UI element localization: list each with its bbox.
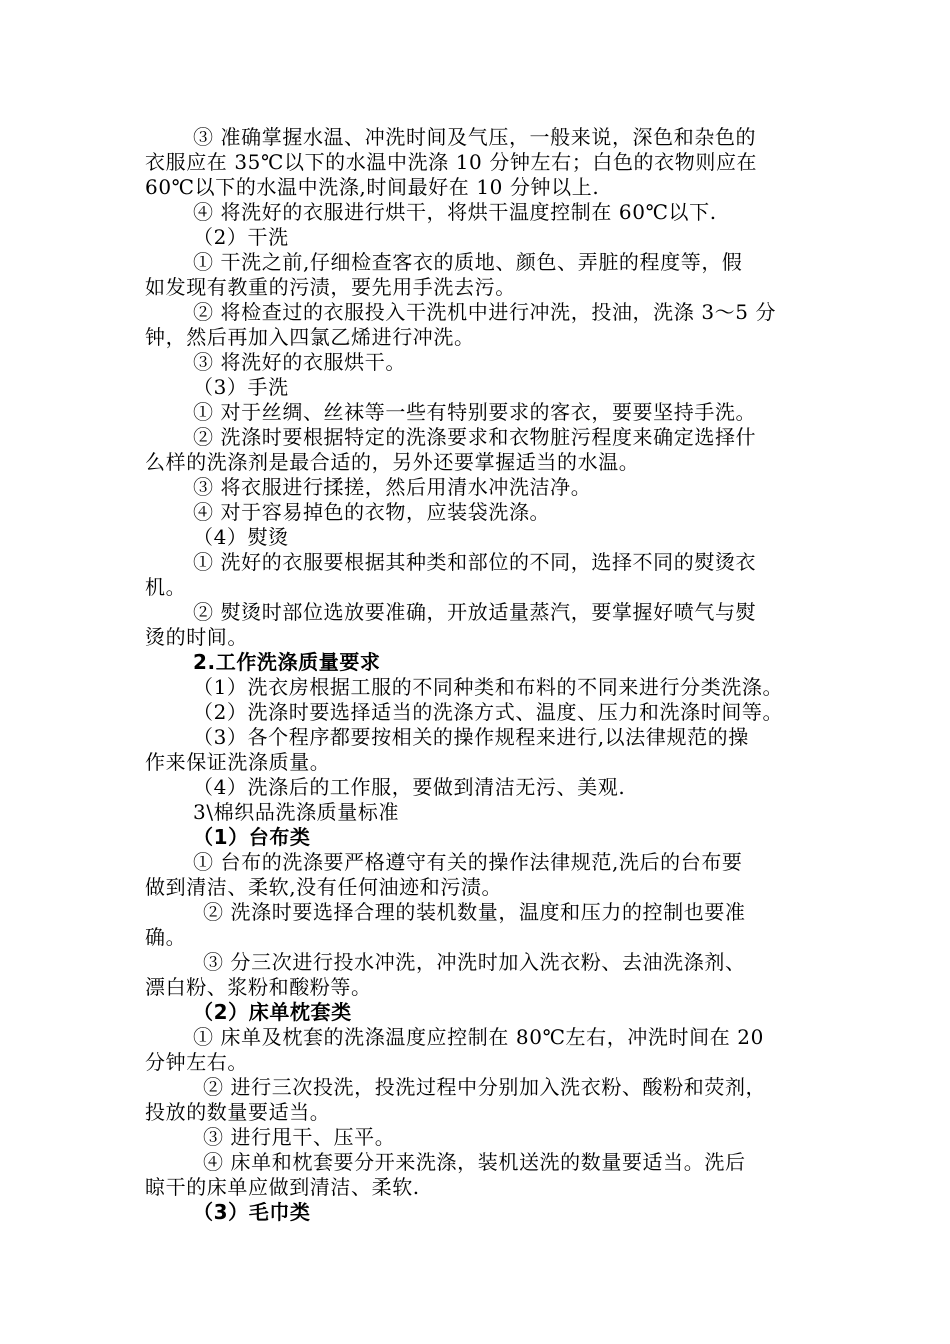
text-line: ④ 对于容易掉色的衣物，应装袋洗涤。 [193, 500, 551, 524]
text-line: 作来保证洗涤质量。 [145, 750, 331, 774]
text-line: ④ 将洗好的衣服进行烘干，将烘干温度控制在 60℃以下. [193, 200, 717, 224]
text-line: （4）洗涤后的工作服，要做到清洁无污、美观. [193, 775, 626, 799]
text-line: 做到清洁、柔软,没有任何油迹和污渍。 [145, 875, 503, 899]
text-line: 确。 [145, 925, 187, 949]
text-line: 晾干的床单应做到清洁、柔软. [145, 1175, 420, 1199]
text-line: ① 干洗之前,仔细检查客衣的质地、颜色、弄脏的程度等，假 [193, 250, 743, 274]
section-heading: （3）手洗 [193, 375, 289, 399]
section-heading: （3）毛巾类 [193, 1200, 311, 1224]
text-line: （3）各个程序都要按相关的操作规程来进行,以法律规范的操 [193, 725, 749, 749]
text-line: 投放的数量要适当。 [145, 1100, 331, 1124]
text-line: 如发现有教重的污渍，要先用手洗去污。 [145, 275, 516, 299]
text-line: 机。 [145, 575, 187, 599]
text-line: 分钟左右。 [145, 1050, 248, 1074]
text-line: ③ 将洗好的衣服烘干。 [193, 350, 406, 374]
text-line: ① 洗好的衣服要根据其种类和部位的不同，选择不同的熨烫衣 [193, 550, 757, 574]
text-line: 衣服应在 35℃以下的水温中洗涤 10 分钟左右；白色的衣物则应在 [145, 150, 758, 174]
text-line: ③ 准确掌握水温、冲洗时间及气压，一般来说，深色和杂色的 [193, 125, 757, 149]
text-line: 60℃以下的水温中洗涤,时间最好在 10 分钟以上. [145, 175, 600, 199]
section-heading: 2.工作洗涤质量要求 [193, 650, 381, 674]
text-line: ① 台布的洗涤要严格遵守有关的操作法律规范,洗后的台布要 [193, 850, 743, 874]
text-line: ② 熨烫时部位选放要准确，开放适量蒸汽，要掌握好喷气与熨 [193, 600, 757, 624]
text-line: ③ 分三次进行投水冲洗，冲洗时加入洗衣粉、去油洗涤剂、 [203, 950, 746, 974]
text-line: ① 床单及枕套的洗涤温度应控制在 80℃左右，冲洗时间在 20 [193, 1025, 764, 1049]
text-line: ① 对于丝绸、丝袜等一些有特别要求的客衣，要要坚持手洗。 [193, 400, 757, 424]
text-line: 漂白粉、浆粉和酸粉等。 [145, 975, 372, 999]
text-line: （2）洗涤时要选择适当的洗涤方式、温度、压力和洗涤时间等。 [193, 700, 784, 724]
text-line: （1）洗衣房根据工服的不同种类和布料的不同来进行分类洗涤。 [193, 675, 784, 699]
text-line: ③ 进行甩干、压平。 [203, 1125, 396, 1149]
section-heading: （2）床单枕套类 [193, 1000, 352, 1024]
section-heading: （4）熨烫 [193, 525, 289, 549]
text-line: ② 洗涤时要选择合理的装机数量，温度和压力的控制也要准 [203, 900, 746, 924]
section-heading: 3\棉织品洗涤质量标准 [193, 800, 400, 824]
text-line: ② 洗涤时要根据特定的洗涤要求和衣物脏污程度来确定选择什 [193, 425, 757, 449]
text-line: ② 进行三次投洗，投洗过程中分别加入洗衣粉、酸粉和荧剂， [203, 1075, 767, 1099]
section-heading: （2）干洗 [193, 225, 289, 249]
text-line: 么样的洗涤剂是最合适的，另外还要掌握适当的水温。 [145, 450, 640, 474]
text-line: ④ 床单和枕套要分开来洗涤，装机送洗的数量要适当。洗后 [203, 1150, 746, 1174]
text-line: ③ 将衣服进行揉搓，然后用清水冲洗洁净。 [193, 475, 592, 499]
section-heading: （1）台布类 [193, 825, 311, 849]
text-line: ② 将检查过的衣服投入干洗机中进行冲洗，投油，洗涤 3～5 分 [193, 300, 777, 324]
text-line: 钟，然后再加入四氯乙烯进行冲洗。 [145, 325, 475, 349]
text-line: 烫的时间。 [145, 625, 248, 649]
